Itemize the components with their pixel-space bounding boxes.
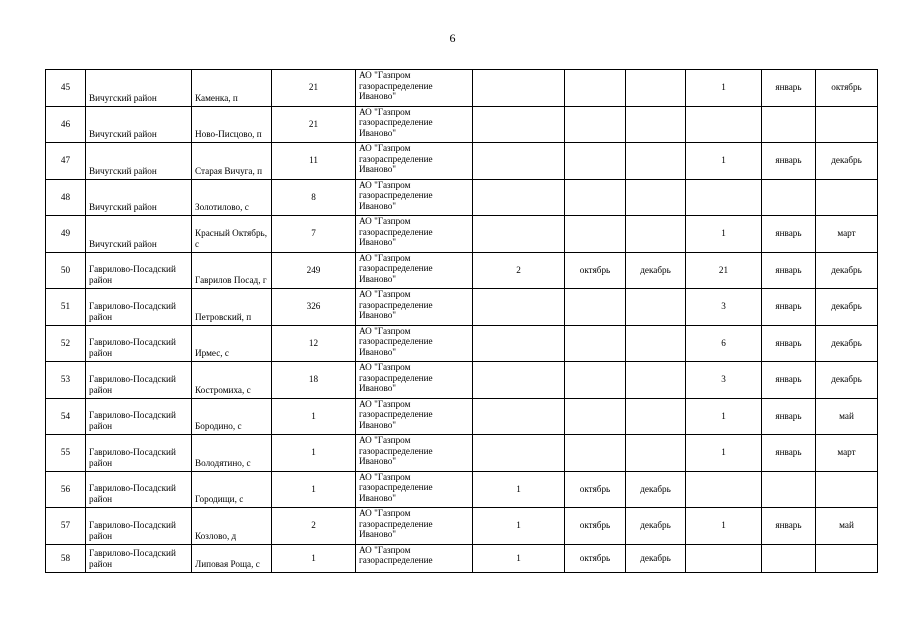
col-6-cell: май <box>816 398 878 435</box>
col-4-cell <box>686 179 762 216</box>
settlement-cell: Городищи, с <box>192 471 272 508</box>
col-4-cell: 1 <box>686 435 762 472</box>
col-4-cell: 1 <box>686 508 762 545</box>
organization-line: Иваново" <box>359 492 397 503</box>
col-2-cell: октябрь <box>565 252 626 289</box>
row-number: 52 <box>46 325 86 362</box>
settlement-cell: Ирмес, с <box>192 325 272 362</box>
organization-line: АО "Газпром <box>359 325 411 336</box>
col-3-cell <box>626 435 686 472</box>
col-1-cell <box>473 362 565 399</box>
col-1-cell: 1 <box>473 508 565 545</box>
district-cell: Гаврилово-Посадский район <box>86 435 192 472</box>
count-cell: 1 <box>272 471 356 508</box>
organization-line: газораспределение <box>359 336 433 346</box>
count-cell: 1 <box>272 544 356 572</box>
col-1-cell <box>473 289 565 326</box>
count-cell: 21 <box>272 70 356 107</box>
col-4-cell: 1 <box>686 143 762 180</box>
col-2-cell <box>565 106 626 143</box>
col-3-cell <box>626 179 686 216</box>
organization-cell <box>356 544 473 572</box>
col-3-cell: декабрь <box>626 544 686 572</box>
col-2-cell <box>565 398 626 435</box>
organization-line: Иваново" <box>359 164 397 174</box>
col-5-cell: январь <box>762 143 816 180</box>
col-5-cell: январь <box>762 508 816 545</box>
organization-cell <box>356 289 473 326</box>
col-3-cell <box>626 106 686 143</box>
district-cell: Вичугский район <box>86 143 192 180</box>
row-number: 50 <box>46 252 86 289</box>
settlement-cell: Золотилово, с <box>192 179 272 216</box>
row-number: 49 <box>46 216 86 253</box>
settlement-cell: Бородино, с <box>192 398 272 435</box>
table-row <box>46 252 878 289</box>
organization-cell <box>356 325 473 362</box>
row-number: 48 <box>46 179 86 216</box>
organization-cell <box>356 106 473 143</box>
settlement-cell: Козлово, д <box>192 508 272 545</box>
organization-line: Иваново" <box>359 237 397 247</box>
row-number: 55 <box>46 435 86 472</box>
settlement-cell: Старая Вичуга, п <box>192 143 272 180</box>
district-cell: Гаврилово-Посадский район <box>86 544 192 572</box>
organization-cell <box>356 179 473 216</box>
organization-line: Иваново" <box>359 529 397 539</box>
organization-line: газораспределение <box>359 409 433 419</box>
organization-cell <box>356 471 473 508</box>
col-6-cell <box>816 106 878 143</box>
col-5-cell: январь <box>762 398 816 435</box>
row-number: 53 <box>46 362 86 399</box>
organization-cell <box>356 70 473 107</box>
col-6-cell <box>816 544 878 572</box>
col-5-cell <box>762 544 816 572</box>
organization-line: Иваново" <box>359 310 397 320</box>
organization-line: газораспределение <box>359 518 433 529</box>
col-1-cell <box>473 435 565 472</box>
col-4-cell: 3 <box>686 289 762 326</box>
organization-line: газораспределение <box>359 263 433 273</box>
col-6-cell: май <box>816 508 878 545</box>
col-2-cell <box>565 70 626 107</box>
col-1-cell <box>473 216 565 253</box>
district-cell: Гаврилово-Посадский район <box>86 398 192 435</box>
organization-line: газораспределение <box>359 299 433 310</box>
district-cell: Гаврилово-Посадский район <box>86 471 192 508</box>
district-cell: Вичугский район <box>86 70 192 107</box>
organization-line: газораспределение <box>359 80 433 91</box>
organization-line: АО "Газпром <box>359 435 411 445</box>
col-4-cell: 1 <box>686 398 762 435</box>
col-5-cell: январь <box>762 216 816 253</box>
organization-cell <box>356 362 473 399</box>
organization-cell <box>356 252 473 289</box>
col-2-cell <box>565 143 626 180</box>
district-cell: Гаврилово-Посадский район <box>86 508 192 545</box>
district-cell: Гаврилово-Посадский район <box>86 325 192 362</box>
settlement-cell: Красный Октябрь, с <box>192 216 272 253</box>
organization-line: газораспределение <box>359 372 433 383</box>
count-cell: 1 <box>272 398 356 435</box>
district-cell: Гаврилово-Посадский район <box>86 252 192 289</box>
count-cell: 7 <box>272 216 356 253</box>
organization-line: Иваново" <box>359 91 397 101</box>
table-row <box>46 289 878 326</box>
table-row <box>46 325 878 362</box>
row-number: 57 <box>46 508 86 545</box>
col-4-cell: 6 <box>686 325 762 362</box>
settlement-cell: Петровский, п <box>192 289 272 326</box>
col-5-cell: январь <box>762 252 816 289</box>
count-cell: 12 <box>272 325 356 362</box>
col-4-cell <box>686 471 762 508</box>
col-4-cell: 3 <box>686 362 762 399</box>
organization-line: газораспределение <box>359 226 433 237</box>
col-2-cell: октябрь <box>565 544 626 572</box>
col-3-cell <box>626 143 686 180</box>
organization-cell <box>356 398 473 435</box>
table-row <box>46 106 878 143</box>
col-1-cell: 1 <box>473 544 565 572</box>
table-row <box>46 70 878 107</box>
col-6-cell: декабрь <box>816 143 878 180</box>
col-5-cell <box>762 106 816 143</box>
col-3-cell <box>626 216 686 253</box>
organization-cell <box>356 216 473 253</box>
organization-line: Иваново" <box>359 200 397 211</box>
settlement-cell: Костромиха, с <box>192 362 272 399</box>
organization-line: газораспределение <box>359 117 433 127</box>
table-row <box>46 471 878 508</box>
table-row <box>46 508 878 545</box>
col-1-cell <box>473 325 565 362</box>
settlement-cell: Ново-Писцово, п <box>192 106 272 143</box>
count-cell: 326 <box>272 289 356 326</box>
col-2-cell: октябрь <box>565 508 626 545</box>
table-row <box>46 544 878 572</box>
district-cell: Вичугский район <box>86 216 192 253</box>
col-6-cell: декабрь <box>816 325 878 362</box>
col-6-cell: декабрь <box>816 252 878 289</box>
count-cell: 11 <box>272 143 356 180</box>
col-4-cell: 1 <box>686 216 762 253</box>
col-5-cell <box>762 471 816 508</box>
organization-line: АО "Газпром <box>359 143 411 153</box>
count-cell: 2 <box>272 508 356 545</box>
col-4-cell <box>686 106 762 143</box>
organization-line: Иваново" <box>359 419 397 430</box>
organization-cell <box>356 143 473 180</box>
col-2-cell <box>565 325 626 362</box>
count-cell: 8 <box>272 179 356 216</box>
count-cell: 249 <box>272 252 356 289</box>
col-6-cell <box>816 471 878 508</box>
gasification-table <box>45 69 878 573</box>
table-row <box>46 362 878 399</box>
district-cell: Гаврилово-Посадский район <box>86 289 192 326</box>
organization-line: газораспределение <box>359 482 433 492</box>
col-1-cell: 1 <box>473 471 565 508</box>
row-number: 54 <box>46 398 86 435</box>
organization-line: газораспределение <box>359 190 433 200</box>
district-cell: Вичугский район <box>86 179 192 216</box>
table-row <box>46 216 878 253</box>
table-row <box>46 398 878 435</box>
col-3-cell: декабрь <box>626 508 686 545</box>
organization-line: газораспределение <box>359 445 433 456</box>
district-cell: Вичугский район <box>86 106 192 143</box>
organization-line: АО "Газпром <box>359 179 411 190</box>
settlement-cell: Каменка, п <box>192 70 272 107</box>
col-1-cell <box>473 143 565 180</box>
organization-line: АО "Газпром <box>359 471 411 482</box>
col-5-cell <box>762 179 816 216</box>
col-6-cell: март <box>816 435 878 472</box>
organization-line: Иваново" <box>359 346 397 357</box>
col-6-cell <box>816 179 878 216</box>
col-4-cell: 21 <box>686 252 762 289</box>
col-6-cell: март <box>816 216 878 253</box>
col-1-cell <box>473 398 565 435</box>
organization-line: Иваново" <box>359 127 397 138</box>
col-5-cell: январь <box>762 289 816 326</box>
organization-line: АО "Газпром <box>359 106 411 117</box>
col-2-cell <box>565 362 626 399</box>
settlement-cell: Володятино, с <box>192 435 272 472</box>
col-5-cell: январь <box>762 70 816 107</box>
organization-line: АО "Газпром <box>359 508 411 518</box>
district-cell: Гаврилово-Посадский район <box>86 362 192 399</box>
col-2-cell <box>565 289 626 326</box>
col-6-cell: октябрь <box>816 70 878 107</box>
col-1-cell <box>473 106 565 143</box>
count-cell: 18 <box>272 362 356 399</box>
col-6-cell: декабрь <box>816 289 878 326</box>
col-1-cell: 2 <box>473 252 565 289</box>
organization-line: газораспределение <box>359 555 433 565</box>
col-2-cell <box>565 216 626 253</box>
col-1-cell <box>473 179 565 216</box>
organization-line: АО "Газпром <box>359 362 411 372</box>
row-number: 51 <box>46 289 86 326</box>
organization-line: АО "Газпром <box>359 289 411 299</box>
organization-line: Иваново" <box>359 383 397 393</box>
organization-line: АО "Газпром <box>359 70 411 80</box>
organization-line: АО "Газпром <box>359 398 411 409</box>
col-3-cell: декабрь <box>626 471 686 508</box>
organization-line: АО "Газпром <box>359 216 411 226</box>
settlement-cell: Липовая Роща, с <box>192 544 272 572</box>
organization-line: Иваново" <box>359 456 397 466</box>
table-row <box>46 143 878 180</box>
organization-line: АО "Газпром <box>359 544 411 555</box>
organization-line: Иваново" <box>359 273 397 284</box>
col-3-cell <box>626 289 686 326</box>
row-number: 45 <box>46 70 86 107</box>
count-cell: 1 <box>272 435 356 472</box>
col-2-cell <box>565 435 626 472</box>
col-4-cell <box>686 544 762 572</box>
col-3-cell <box>626 362 686 399</box>
col-3-cell <box>626 398 686 435</box>
count-cell: 21 <box>272 106 356 143</box>
col-4-cell: 1 <box>686 70 762 107</box>
col-5-cell: январь <box>762 362 816 399</box>
row-number: 56 <box>46 471 86 508</box>
settlement-cell: Гаврилов Посад, г <box>192 252 272 289</box>
row-number: 46 <box>46 106 86 143</box>
col-5-cell: январь <box>762 325 816 362</box>
col-3-cell <box>626 325 686 362</box>
organization-cell <box>356 508 473 545</box>
col-5-cell: январь <box>762 435 816 472</box>
page-number: 6 <box>449 31 456 45</box>
col-2-cell <box>565 179 626 216</box>
row-number: 58 <box>46 544 86 572</box>
table-row <box>46 435 878 472</box>
col-2-cell: октябрь <box>565 471 626 508</box>
col-3-cell: декабрь <box>626 252 686 289</box>
organization-cell <box>356 435 473 472</box>
organization-line: АО "Газпром <box>359 252 411 263</box>
col-1-cell <box>473 70 565 107</box>
organization-line: газораспределение <box>359 153 433 164</box>
table-row <box>46 179 878 216</box>
col-6-cell: декабрь <box>816 362 878 399</box>
col-3-cell <box>626 70 686 107</box>
row-number: 47 <box>46 143 86 180</box>
